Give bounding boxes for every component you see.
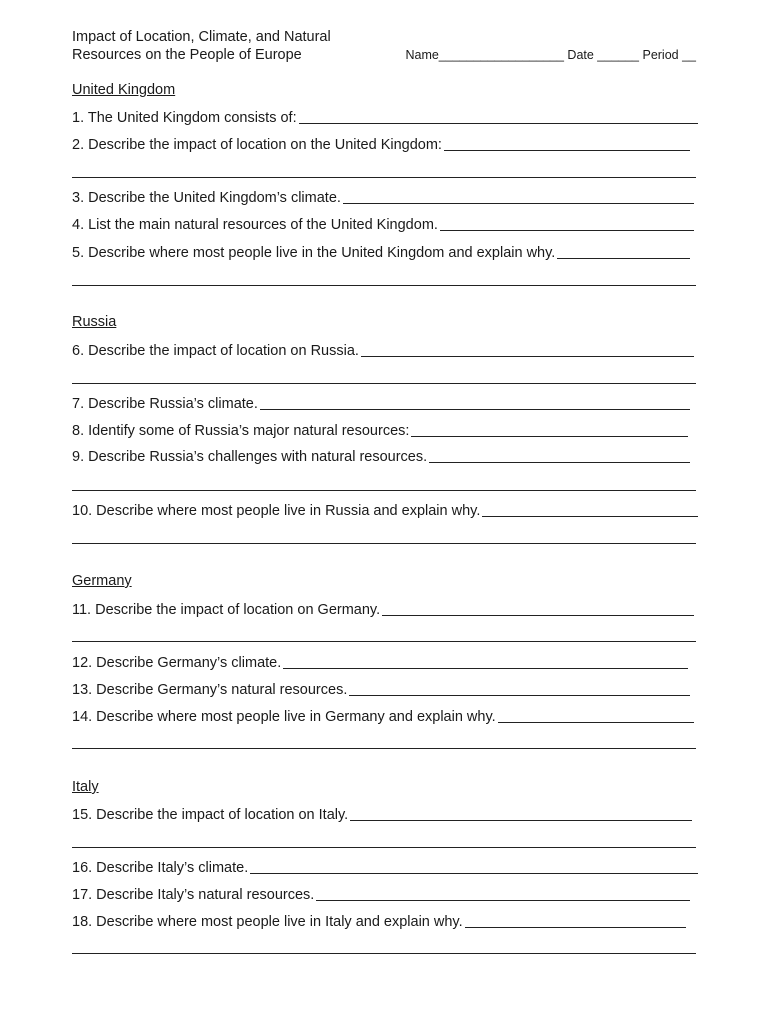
question-11-text: 11. Describe the impact of location on Germany. [72, 602, 381, 618]
question-18-text: 18. Describe where most people live in Italy and explain why. [72, 914, 463, 930]
question-3-text: 3. Describe the United Kingdom’s climate. [72, 190, 341, 206]
question-2-text: 2. Describe the impact of location on the United Kingdom: [72, 137, 442, 153]
answer-blank[interactable] [411, 424, 688, 437]
section-heading-russia: Russia [72, 314, 117, 330]
answer-line[interactable] [72, 543, 696, 544]
worksheet-header [72, 28, 700, 68]
answer-blank[interactable] [444, 138, 690, 151]
question-7[interactable] [72, 394, 690, 412]
answer-blank[interactable] [299, 111, 698, 124]
question-2[interactable] [72, 135, 690, 153]
answer-line[interactable] [72, 953, 696, 954]
question-10-text: 10. Describe where most people live in Russia and explain why. [72, 503, 481, 519]
question-15[interactable] [72, 805, 692, 823]
section-heading-uk: United Kingdom [72, 82, 176, 98]
question-11[interactable] [72, 600, 694, 618]
answer-line[interactable] [72, 490, 696, 491]
section-heading-germany: Germany [72, 573, 132, 589]
answer-blank[interactable] [343, 191, 694, 204]
question-9-text: 9. Describe Russia’s challenges with natural resources. [72, 449, 428, 465]
question-18[interactable] [72, 912, 686, 930]
answer-blank[interactable] [482, 504, 698, 517]
name-date-period-field[interactable]: Name__________________ Date ______ Period __ [405, 48, 696, 62]
answer-blank[interactable] [349, 683, 690, 696]
question-13[interactable] [72, 680, 690, 698]
question-17[interactable] [72, 885, 690, 903]
answer-blank[interactable] [557, 246, 690, 259]
question-15-text: 15. Describe the impact of location on Italy. [72, 807, 349, 823]
answer-blank[interactable] [440, 218, 694, 231]
question-8-text: 8. Identify some of Russia’s major natural resources: [72, 423, 410, 439]
question-8[interactable] [72, 421, 688, 439]
question-14-text: 14. Describe where most people live in Germany and explain why. [72, 709, 496, 725]
question-14[interactable] [72, 707, 694, 725]
answer-blank[interactable] [382, 603, 694, 616]
question-1-text: 1. The United Kingdom consists of: [72, 110, 297, 126]
answer-blank[interactable] [361, 344, 694, 357]
question-12-text: 12. Describe Germany’s climate. [72, 655, 282, 671]
answer-line[interactable] [72, 847, 696, 848]
answer-line[interactable] [72, 383, 696, 384]
question-7-text: 7. Describe Russia’s climate. [72, 396, 258, 412]
question-1[interactable] [72, 108, 698, 126]
question-5[interactable] [72, 243, 690, 261]
answer-line[interactable] [72, 641, 696, 642]
answer-blank[interactable] [316, 888, 690, 901]
worksheet-title [72, 28, 372, 64]
question-17-text: 17. Describe Italy’s natural resources. [72, 887, 315, 903]
question-12[interactable] [72, 653, 688, 671]
question-16-text: 16. Describe Italy’s climate. [72, 860, 249, 876]
answer-line[interactable] [72, 285, 696, 286]
question-6-text: 6. Describe the impact of location on Russia. [72, 343, 359, 359]
question-5-text: 5. Describe where most people live in the United Kingdom and explain why. [72, 245, 556, 261]
question-4-text: 4. List the main natural resources of the United Kingdom. [72, 217, 438, 233]
title-line-1: Impact of Location, Climate, and Natural [72, 29, 331, 45]
answer-line[interactable] [72, 748, 696, 749]
answer-blank[interactable] [429, 450, 690, 463]
question-4[interactable] [72, 215, 694, 233]
question-16[interactable] [72, 858, 698, 876]
question-10[interactable] [72, 501, 698, 519]
answer-line[interactable] [72, 177, 696, 178]
answer-blank[interactable] [260, 397, 690, 410]
answer-blank[interactable] [465, 915, 686, 928]
question-13-text: 13. Describe Germany’s natural resources. [72, 682, 348, 698]
question-3[interactable] [72, 188, 694, 206]
answer-blank[interactable] [350, 808, 692, 821]
answer-blank[interactable] [250, 861, 698, 874]
answer-blank[interactable] [498, 710, 694, 723]
title-line-2: Resources on the People of Europe [72, 47, 302, 63]
answer-blank[interactable] [283, 656, 688, 669]
question-6[interactable] [72, 341, 694, 359]
question-9[interactable] [72, 447, 690, 465]
section-heading-italy: Italy [72, 779, 99, 795]
